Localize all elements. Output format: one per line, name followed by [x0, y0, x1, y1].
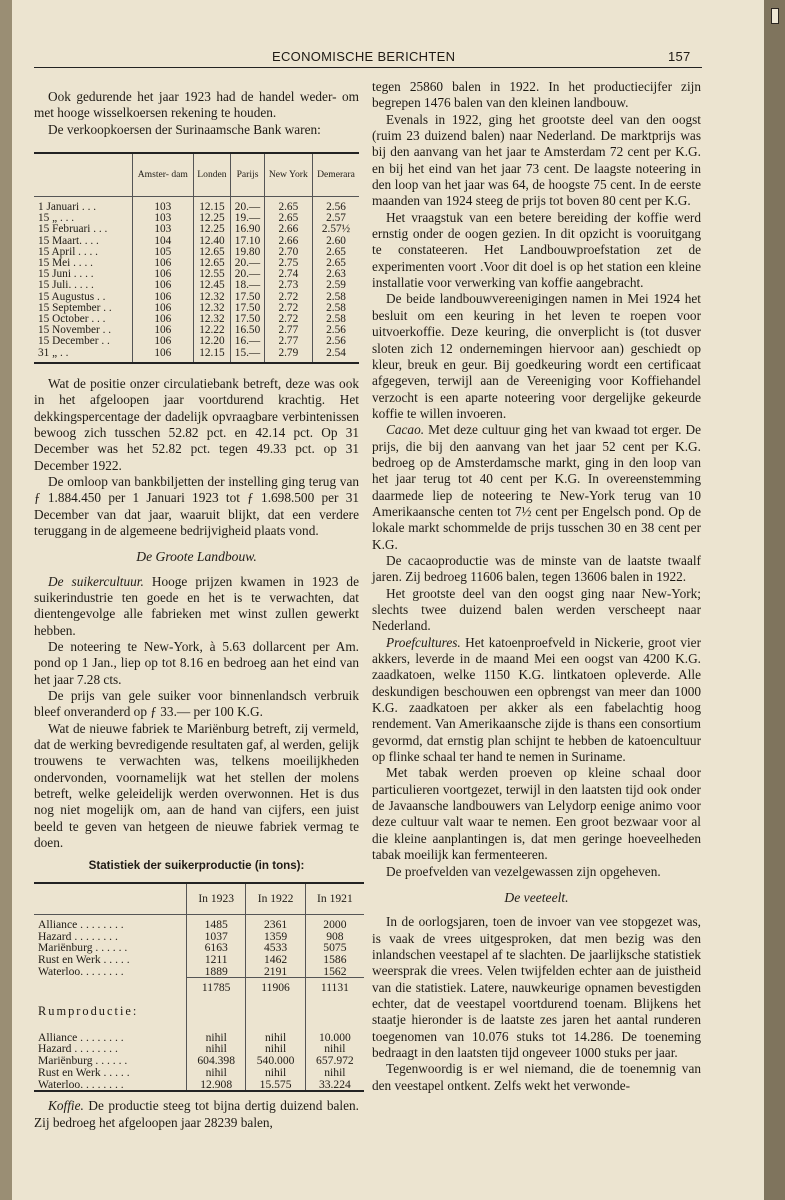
- table-cell: 908: [305, 931, 364, 943]
- row-label: 15 Februari . . .: [38, 223, 108, 236]
- table-cell: 10.000: [305, 1032, 364, 1044]
- total-cell: 11906: [246, 978, 305, 998]
- table-cell: nihil: [246, 1043, 305, 1055]
- table-cell: nihil: [187, 1043, 246, 1055]
- right-column: [372, 79, 701, 1094]
- row-label: 15 December . .: [38, 335, 110, 348]
- table-cell: 2.74: [264, 269, 312, 280]
- table-cell: 106: [133, 280, 194, 291]
- table-cell: 2.60: [312, 236, 359, 247]
- table-cell: 2.65: [312, 258, 359, 269]
- table-cell: 540.000: [246, 1055, 305, 1067]
- table-cell: 2.58: [312, 314, 359, 325]
- table-cell: 12.32: [193, 303, 231, 314]
- header-rule: [34, 67, 702, 68]
- table-cell: 106: [133, 348, 194, 363]
- table-cell: 2.65: [312, 247, 359, 258]
- table-cell: 17.10: [231, 236, 264, 247]
- column-header: Londen: [193, 153, 231, 197]
- table-cell: 2361: [246, 914, 305, 930]
- table-title: Statistiek der suikerproductie (in tons):: [88, 858, 305, 872]
- table-cell: 1889: [187, 966, 246, 978]
- row-label: 15 October . . .: [38, 313, 106, 326]
- paragraph: [34, 574, 359, 639]
- table-cell: 103: [133, 224, 194, 235]
- table-cell: 17.50: [231, 292, 264, 303]
- table-cell: nihil: [187, 1032, 246, 1044]
- paragraph: Met tabak werden proeven op kleine schaal door particulieren voortgezet, terwijl in den laatsten tijd ook onder de Javaansche landbouwers van Lelydorp eenige animo voor deze cultuur valt waar te nemen. Een groot bezwaar voor al die kleine aanplantingen is, dat men geringe hoeveelheden tabak moeilijk kan fermenteeren.: [372, 765, 701, 863]
- table-cell: 106: [133, 325, 194, 336]
- row-label: Hazard . . . . . . . .: [38, 929, 118, 943]
- paragraph: Tegenwoordig is er wel niemand, die de toenemnig van den veestapel ontkent. Zelfs wekt het verwonde-: [372, 1061, 701, 1093]
- row-label: 15 November . .: [38, 324, 112, 337]
- row-label: Waterloo. . . . . . . .: [38, 1077, 124, 1091]
- row-label: 15 Maart. . . .: [38, 234, 99, 247]
- row-label: 15 Mei . . . .: [38, 257, 93, 270]
- paragraph: Wat de positie onzer circulatiebank betreft, deze was ook in het afgeloopen jaar voortdurend krachtig. Het dekkingspercentage der dadelijk opvraagbare verbintenissen bewoog zich tusschen 52.82 pct. en 42.14 pct. Op 31 December was het 52.82 pct. tegen 49.33 pct. op 31 December 1922.: [34, 375, 359, 473]
- table-cell: 16.—: [231, 336, 264, 347]
- paragraph: De verkoopkoersen der Surinaamsche Bank waren:: [48, 121, 321, 137]
- table-cell: 103: [133, 213, 194, 224]
- table-cell: 19.80: [231, 247, 264, 258]
- table-cell: 12.45: [193, 280, 231, 291]
- table-cell: 12.25: [193, 224, 231, 235]
- table-cell: 12.65: [193, 247, 231, 258]
- table-cell: 19.—: [231, 213, 264, 224]
- paragraph: Ook gedurende het jaar 1923 had de handel weder- om met hooge wisselkoersen rekening te houden.: [34, 89, 359, 121]
- table-cell: nihil: [305, 1067, 364, 1079]
- row-label: Alliance . . . . . . . .: [38, 917, 124, 931]
- row-label: 15 September . .: [38, 301, 112, 314]
- row-label: Hazard . . . . . . . .: [38, 1042, 118, 1056]
- sugar-production-table: [34, 882, 364, 1092]
- paragraph: tegen 25860 balen in 1922. In het productiecijfer zijn begrepen 1476 balen van den kleinen landbouw.: [372, 79, 701, 111]
- table-cell: 12.22: [193, 325, 231, 336]
- table-cell: 106: [133, 269, 194, 280]
- column-header: [34, 153, 133, 197]
- paragraph: De proefvelden van vezelgewassen zijn opgeheven.: [386, 863, 661, 879]
- total-cell: 11785: [187, 978, 246, 998]
- table-cell: 1586: [305, 954, 364, 966]
- table-cell: 2.70: [264, 247, 312, 258]
- table-row: [34, 348, 359, 363]
- table-cell: 2.54: [312, 348, 359, 363]
- table-cell: nihil: [246, 1067, 305, 1079]
- table-cell: 106: [133, 258, 194, 269]
- table-cell: 16.90: [231, 224, 264, 235]
- row-label: 15 Juli. . . . .: [38, 279, 94, 292]
- table-cell: 12.55: [193, 269, 231, 280]
- table-cell: [305, 998, 364, 1032]
- paragraph-text: De productie steeg tot bijna dertig duizend balen. Zij bedroeg het afgeloopen jaar 28239 balen,: [34, 1098, 359, 1130]
- column-header: Demerara: [312, 153, 359, 197]
- table-cell: 2.73: [264, 280, 312, 291]
- paragraph: Het vraagstuk van een betere bereiding der koffie werd ernstig onder de oogen gezien. In dit opzicht is vooruitgang te constateeren. Het Landbouwproefstation zet de experimenten voort .Voor dit doel is op het station een kleine installatie voor verwerking van koffie aangebracht.: [372, 209, 701, 291]
- column-header: In 1922: [246, 883, 305, 915]
- table-cell: 12.40: [193, 236, 231, 247]
- table-cell: 657.972: [305, 1055, 364, 1067]
- table-row: [34, 1067, 364, 1079]
- table-cell: 2000: [305, 914, 364, 930]
- page-number: 157: [668, 49, 691, 64]
- table-cell: 1359: [246, 931, 305, 943]
- table-cell: 12.32: [193, 314, 231, 325]
- table-cell: 12.908: [187, 1079, 246, 1092]
- paragraph: In de oorlogsjaren, toen de invoer van vee stopgezet was, is vaak de vrees uitgesproken, dat men bezig was den inlandschen veestapel af te slachten. De jaarlijksche statistiek weersprak die vrees. Velen twijfelden echter aan de juistheid van die statistiek. Latere, nauwkeurige opnamen bevestigden echter, dat de veestapel voortdurend toenam. Blijkens het staatje hieronder is de laatste zes jaren het aantal runderen toegenomen van 10.076 stuks tot 14.286. De toeneming bedraagt in den laatsten tijd ongeveer 1000 stuks per jaar.: [372, 914, 701, 1060]
- table-cell: nihil: [187, 1067, 246, 1079]
- table-cell: 106: [133, 314, 194, 325]
- table-cell: 2.63: [312, 269, 359, 280]
- table-cell: 20.—: [231, 197, 264, 214]
- row-label: 15 Juni . . . .: [38, 268, 94, 281]
- column-header: In 1923: [187, 883, 246, 915]
- table-cell: 12.32: [193, 292, 231, 303]
- table-cell: nihil: [246, 1032, 305, 1044]
- row-label: Rust en Werk . . . . .: [38, 952, 130, 966]
- rum-sub-heading: Rumproductie:: [38, 1004, 139, 1019]
- table-cell: 17.50: [231, 314, 264, 325]
- row-label: Mariënburg . . . . . .: [38, 941, 128, 955]
- table-cell: 2.79: [264, 348, 312, 363]
- table-cell: 5075: [305, 942, 364, 954]
- table-cell: 1562: [305, 966, 364, 978]
- table-cell: [246, 998, 305, 1032]
- table-cell: 2.72: [264, 303, 312, 314]
- row-label: 15 Augustus . .: [38, 290, 106, 303]
- table-cell: 1485: [187, 914, 246, 930]
- table-cell: 2.77: [264, 336, 312, 347]
- paragraph: De omloop van bankbiljetten der instelling ging terug van ƒ 1.884.450 per 1 Januari 1923 tot ƒ 1.698.500 per 31 December van dat jaar, waaruit blijkt, dat een verdere teruggang in de algemeene bedrijvigheid plaats vond.: [34, 473, 359, 538]
- table-cell: [187, 998, 246, 1032]
- paragraph: [372, 635, 701, 766]
- table-cell: 604.398: [187, 1055, 246, 1067]
- table-cell: 17.50: [231, 303, 264, 314]
- table-cell: 106: [133, 336, 194, 347]
- table-cell: 20.—: [231, 258, 264, 269]
- table-row: [34, 224, 359, 235]
- row-label: 1 Januari . . .: [38, 201, 97, 214]
- sub-heading-row: [34, 998, 364, 1032]
- table-cell: 12.25: [193, 213, 231, 224]
- table-cell: 15.—: [231, 348, 264, 363]
- paragraph: [34, 1098, 359, 1131]
- table-cell: 2.59: [312, 280, 359, 291]
- table-cell: 106: [133, 303, 194, 314]
- section-heading: De veeteelt.: [504, 889, 569, 905]
- table-cell: 2.72: [264, 292, 312, 303]
- sugar-production-rows: [34, 914, 364, 1091]
- totals-row: [34, 978, 364, 998]
- table-row: [34, 197, 359, 214]
- total-cell: 11131: [305, 978, 364, 998]
- table-cell: 2.56: [312, 325, 359, 336]
- table-cell: 12.15: [193, 197, 231, 214]
- table-row: [34, 966, 364, 978]
- table-cell: 1211: [187, 954, 246, 966]
- table-cell: 1462: [246, 954, 305, 966]
- table-cell: 106: [133, 292, 194, 303]
- table-cell: 2.66: [264, 236, 312, 247]
- table-cell: 18.—: [231, 280, 264, 291]
- table-cell: 1037: [187, 931, 246, 943]
- paragraph-text: Met deze cultuur ging het van kwaad tot erger. De prijs, die bij den aanvang van het jaar 52 cent per K.G. bedroeg op de Amsterdamsche markt, ging in den loop van het jaar terug tot 40 cent per K.G. In overeenstemming daarmede liep de noteering te New-York terug van 10 Amerikaansche centen tot 7½ cent per Engelsch pond. Op de lokale markt schommelde de prijs tusschen 30 en 38 cent per K.G.: [372, 422, 701, 552]
- table-cell: 2.57: [312, 213, 359, 224]
- section-heading: De Groote Landbouw.: [136, 549, 257, 565]
- paragraph: De cacaoproductie was de minste van de laatste twaalf jaren. Zij bedroeg 11606 balen, tegen 13606 balen in 1922.: [372, 552, 701, 585]
- table-cell: 16.50: [231, 325, 264, 336]
- table-cell: nihil: [305, 1043, 364, 1055]
- paragraph: De noteering te New-York, à 5.63 dollarcent per Am. pond op 1 Jan., liep op tot 8.16 en bedroeg aan het eind van het jaar 7.28 cts.: [34, 639, 359, 687]
- table-cell: 33.224: [305, 1079, 364, 1092]
- row-label: Alliance . . . . . . . .: [38, 1030, 124, 1044]
- column-header: Parijs: [231, 153, 264, 197]
- paragraph: Evenals in 1922, ging het grootste deel van den oogst (ruim 23 duizend balen) naar Nederland. De marktprijs was bij den aanvang van het jaar te Amsterdam 72 cent per K.G. en bij het eind van het jaar 73 cent. De laagste noteering in den loop van het jaar was 64, de hoogste 75 cent. In de eerste maanden van 1924 steeg de prijs tot boven 80 cent per K.G.: [372, 111, 701, 209]
- paragraph-text: Hooge prijzen kwamen in 1923 de suikerindustrie ten goede en het is te verwachten, dat dientengevolge alle fabrieken met winst zullen gewerkt hebben.: [34, 573, 359, 638]
- table-cell: 104: [133, 236, 194, 247]
- column-header: New York: [264, 153, 312, 197]
- table-cell: 2.72: [264, 314, 312, 325]
- table-cell: 20.—: [231, 269, 264, 280]
- table-row: [34, 1079, 364, 1092]
- running-title: ECONOMISCHE BERICHTEN: [272, 49, 456, 64]
- paragraph-text: Het katoenproefveld in Nickerie, groot vier akkers, leverde in de maand Mei een oogst van 4200 K.G. zaadkatoen, welke 1150 K.G. lintkatoen opleverde. Alle deskundigen beschouwen een opbrengst van meer dan 1000 K.G. zaadkatoen per akker als een fabelachtig hoog rendement. Van Amerikaansche zijde is thans een consortium gevormd, dat ernstig plan schijnt te hebben de katoencultuur op flinke schaal ter hand te nemen in Suriname.: [372, 634, 701, 765]
- table-header-row: [34, 883, 364, 915]
- paragraph: Wat de nieuwe fabriek te Mariënburg betreft, zij vermeld, dat de werking bevredigende resultaten gaf, al werden, gelijk trouwens te verwachten was, telkens moeilijkheden ondervonden, voornamelijk wat het stellen der molens betreft, welke geleidelijk werden overwonnen. Het is dus nog niet mogelijk om, aan de hand van cijfers, een juist beeld te geven van hetgeen de nieuwe fabriek vermag te doen.: [34, 720, 359, 851]
- table-cell: 2.58: [312, 292, 359, 303]
- run-in-heading: Cacao.: [386, 422, 425, 438]
- table-cell: 12.15: [193, 348, 231, 363]
- table-row: [34, 914, 364, 930]
- table-cell: 2.56: [312, 197, 359, 214]
- table-cell: 2.58: [312, 303, 359, 314]
- table-cell: 6163: [187, 942, 246, 954]
- exchange-rate-table: [34, 152, 359, 364]
- row-label: 15 „ . . .: [38, 212, 75, 225]
- table-cell: 2.66: [264, 224, 312, 235]
- column-header: Amster- dam: [133, 153, 194, 197]
- row-label: 31 „ . .: [38, 346, 69, 359]
- column-header: [34, 883, 187, 915]
- row-label: Waterloo. . . . . . . .: [38, 964, 124, 978]
- row-label: [34, 978, 187, 998]
- table-cell: 2.75: [264, 258, 312, 269]
- table-cell: 2.77: [264, 325, 312, 336]
- row-label: Rust en Werk . . . . .: [38, 1065, 130, 1079]
- table-cell: 12.65: [193, 258, 231, 269]
- run-in-heading: Koffie.: [48, 1098, 84, 1114]
- table-cell: 105: [133, 247, 194, 258]
- table-row: [34, 280, 359, 291]
- paragraph: De prijs van gele suiker voor binnenlandsch verbruik bleef onveranderd op ƒ 33.— per 100 K.G.: [34, 688, 359, 720]
- column-header: In 1921: [305, 883, 364, 915]
- table-row: [34, 954, 364, 966]
- exchange-rate-rows: [34, 197, 359, 363]
- paragraph: Het grootste deel van den oogst ging naar New-York; slechts twee duizend balen werden verscheept naar Nederland.: [372, 585, 701, 634]
- table-cell: 2191: [246, 966, 305, 978]
- run-in-heading: Proefcultures.: [386, 634, 461, 650]
- left-column: [34, 89, 359, 1131]
- table-cell: 2.57½: [312, 224, 359, 235]
- paragraph: De beide landbouwvereenigingen namen in Mei 1924 het besluit om een keuring in het leven te roepen voor uitvoerkoffie. Deze keuring, die onverplicht is (tot dusver sloten zich 12 ondernemingen hiervoor aan) geschiedt op kleur, breuk en geur. Bij goedkeuring wordt een certificaat afgegeven, terwijl aan de Vereeniging voor Koffiehandel verzocht is een aparte noteering voor dergelijke gekeurde koffie te willen invoeren.: [372, 291, 701, 421]
- table-row: [34, 336, 359, 347]
- row-label: 15 April . . . .: [38, 245, 98, 258]
- table-cell: 4533: [246, 942, 305, 954]
- binding-tab: [771, 8, 779, 24]
- table-cell: 2.56: [312, 336, 359, 347]
- table-cell: 2.65: [264, 197, 312, 214]
- table-cell: 103: [133, 197, 194, 214]
- table-header-row: [34, 153, 359, 197]
- table-cell: 15.575: [246, 1079, 305, 1092]
- row-label: Mariënburg . . . . . .: [38, 1054, 128, 1068]
- binding-edge: [764, 0, 785, 1200]
- table-cell: 2.65: [264, 213, 312, 224]
- paragraph: [372, 422, 701, 553]
- table-cell: 12.20: [193, 336, 231, 347]
- run-in-heading: De suikercultuur.: [48, 573, 144, 589]
